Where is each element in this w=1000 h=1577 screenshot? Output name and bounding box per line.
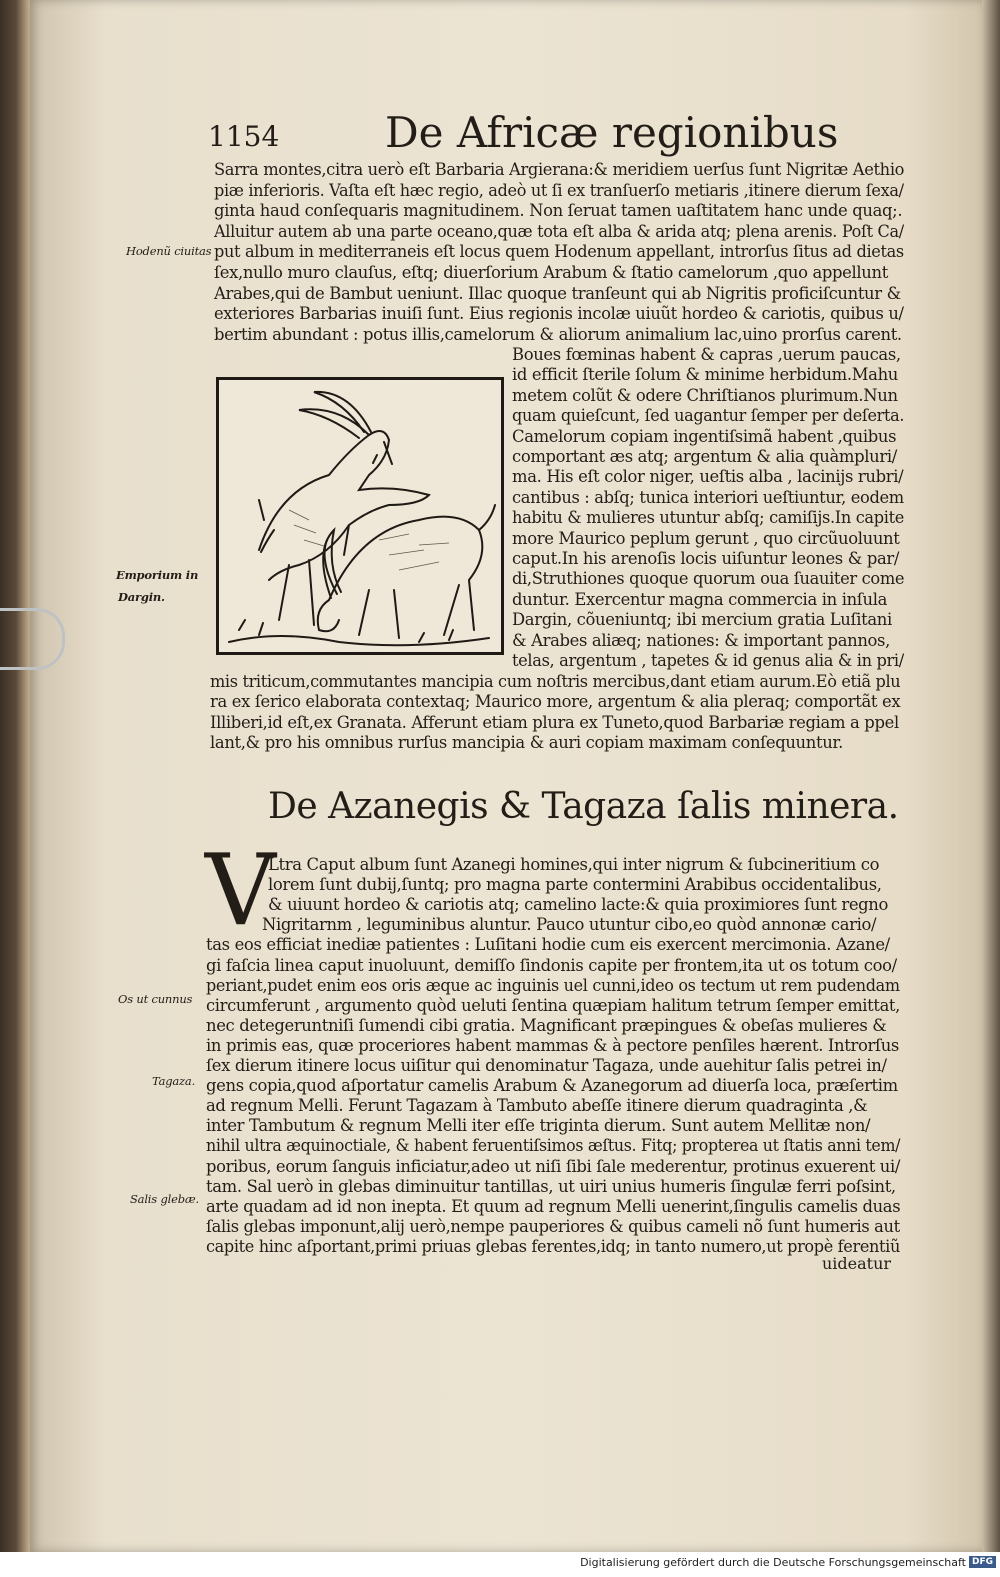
paper-clip [0,608,65,670]
marginal-note-os: Os ut cunnus [118,992,193,1006]
text-line: more Maurico peplum gerunt , quo circũuoluunt [512,528,900,548]
text-line: di,Struthiones quoque quorum oua ſuauiter come [512,569,905,589]
running-head: De Africæ regionibus [385,108,839,157]
text-line: Ltra Caput album ſunt Azanegi homines,qui inter nigrum & ſubcineritium co [268,855,880,874]
marginal-note-dargin: Dargin. [118,590,165,604]
text-line: lant,& pro his omnibus rurſus mancipia & auri copiam maximam conſequuntur. [210,733,843,753]
text-line: Alluitur autem ab una parte oceano,quæ tota eſt alba & arida atq; plena arenis. Poſt Ca/ [214,221,904,241]
text-line: Illiberi,id eſt,ex Granata. Afferunt etiam plura ex Tuneto,quod Barbariæ regiam a ppel [210,712,899,732]
text-line: Camelorum copiam ingentiſsimã habent ,quibus [512,426,897,446]
text-line: cantibus : abſq; tunica interiori ueſtiuntur, eodem [512,487,904,507]
text-line: mis triticum,commutantes mancipia cum noſtris mercibus,dant etiam aurum.Eò etiã plu [210,672,901,691]
text-line: Nigritarnm , leguminibus aluntur. Pauco utuntur cibo,eo quòd annonæ cario/ [262,915,877,935]
section-title: De Azanegis & Tagaza ſalis minera. [268,786,899,827]
text-line: ra ex ſerico elaborata contextaq; Maurico more, argentum & alia pleraq; comportãt ex [210,692,901,712]
text-line: quam quieſcunt, ſed uagantur ſemper per deſerta. [512,406,905,426]
text-line: exteriores Barbarias inuiſi ſunt. Eius regionis incolæ uiuũt hordeo & cariotis, quibus u/ [214,304,904,324]
text-line: nec detegeruntniſi ſumendi cibi gratia. Magnificant præpingues & obeſas mulieres & [206,1015,887,1035]
text-line: put album in mediterraneis eſt locus quem Hodenum appellant, introrſus ſitus ad dietas [214,242,904,262]
text-line: gens copia,quod aſportatur camelis Arabum & Azanegorum ad diuerſa loca, præſertim [206,1076,898,1096]
drop-cap: V [205,834,276,948]
catchword: uideatur [822,1254,892,1273]
text-line: Arabes,qui de Bambut ueniunt. Illac quoque tranſeunt qui ab Nigritis proficiſcuntur & [214,283,901,303]
text-line: circumferunt , argumento quòd ueluti ſentina quæpiam halitum tetrum ſemper emittat, [206,995,900,1015]
goats-woodcut-icon [219,380,501,652]
text-line: arte quadam ad id non inepta. Et quum ad regnum Melli uenerint,ſingulis camelis duas [206,1196,901,1216]
text-line: capite hinc aſportant,primi priuas glebas ferentes,idq; in tanto numero,ut propè ferentiũ [206,1236,900,1256]
text-line: ſex,nullo muro clauſus, eſtq; diuerſorium Arabum & ſtatio camelorum ,quo appellunt [214,263,888,282]
text-line: gi faſcia linea caput inuoluunt, demiſſo ſindonis capite per frontem,ita ut os totum coo/ [206,955,897,975]
text-line: metem colũt & odere Chriſtianos plurimum.Nun [512,385,898,405]
folio-number: 1154 [208,120,280,153]
text-line: Dargin, cõueniuntq; ibi mercium gratia Luſitani [512,610,892,630]
text-line: ſalis glebas imponunt,alij uerò,nempe pauperiores & quibus cameli nõ ſunt humeris aut [206,1216,900,1236]
dfg-logo: DFG [969,1556,996,1568]
text-line: tam. Sal uerò in glebas diminuitur tantillas, ut uiri unius humeris ſingulæ ferri poſsint, [206,1176,896,1196]
text-line: tas eos efficiat inediæ patientes : Luſitani hodie cum eis exercent mercimonia. Azane/ [206,935,890,955]
text-line: duntur. Exercentur magna commercia in inſula [512,589,888,609]
text-line: ad regnum Melli. Ferunt Tagazam à Tambuto abeſſe itinere dierum quadraginta ,& [206,1096,868,1116]
text-line: inter Tambutum & regnum Melli iter eſſe triginta dierum. Sunt autem Mellitæ non/ [206,1116,871,1136]
text-line: poribus, eorum ſanguis inficiatur,adeo ut niſi ſibi ſale mederentur, protinus exuerent ui/ [206,1156,900,1176]
marginal-note-tagaza: Tagaza. [152,1074,196,1088]
text-line: in primis eas, quæ proceriores habent mammas & à pectore penſiles hærent. Introrſus [206,1035,899,1055]
text-line: nihil ultra æquinoctiale, & habent feruentiſsimos æſtus. Fitq; propterea ut ſtatis anni tem/ [206,1136,901,1156]
marginal-note-emporium: Emporium in [116,568,199,582]
text-line: Boues fœminas habent & capras ,uerum paucas, [512,345,901,364]
text-line: comportant æs atq; argentum & alia quàmpluri/ [512,447,897,466]
page-right-edge [982,0,1000,1552]
marginal-note-salis: Salis glebæ. [130,1192,199,1206]
text-line: id efficit ſterile ſolum & minime herbidum.Mahu [512,365,898,385]
text-line: ginta haud conſequaris magnitudinem. Non ſeruat tamen uaſtitatem hanc unde quaq;. [214,201,903,221]
text-line: ma. His eſt color niger, ueſtis alba , lacinijs rubri/ [512,467,904,487]
text-line: ſex dierum itinere locus uiſitur qui denominatur Tagaza, unde auehitur ſalis petrei in/ [206,1056,887,1075]
woodcut-illustration [216,377,504,655]
text-line: caput.In his arenoſis locis uiſuntur leones & par/ [512,549,900,568]
text-line: bertim abundant : potus illis,camelorum & aliorum animalium lac,uino prorſus carent. [214,324,902,344]
text-line: lorem ſunt dubij,ſuntq; pro magna parte contermini Arabibus occidentalibus, [268,875,882,895]
text-line: Sarra montes,citra uerò eſt Barbaria Argierana:& meridiem uerſus ſunt Nigritæ Aethio [214,160,905,179]
text-line: periant,pudet enim eos oris æque ac inguinis uel cunni,ideo os tectum ut rem pudendam [206,975,900,995]
text-line: piæ inferioris. Vaſta eſt hæc regio, adeò ut ſi ex tranſuerſo metiaris ,itinere dierum ſexa/ [214,180,904,200]
text-line: & uiuunt hordeo & cariotis atq; camelino lacte:& quia proximiores ſunt regno [268,895,889,915]
marginal-note-hodenum: Hodenũ ciuitas [126,244,212,258]
footer-text: Digitalisierung gefördert durch die Deutsche Forschungsgemeinschaft [580,1556,966,1569]
text-line: telas, argentum , tapetes & id genus alia & in pri/ [512,651,904,670]
text-line: & Arabes aliæq; nationes: & important pannos, [512,630,890,650]
text-line: habitu & mulieres utuntur abſq; camiſijs.In capite [512,508,904,528]
